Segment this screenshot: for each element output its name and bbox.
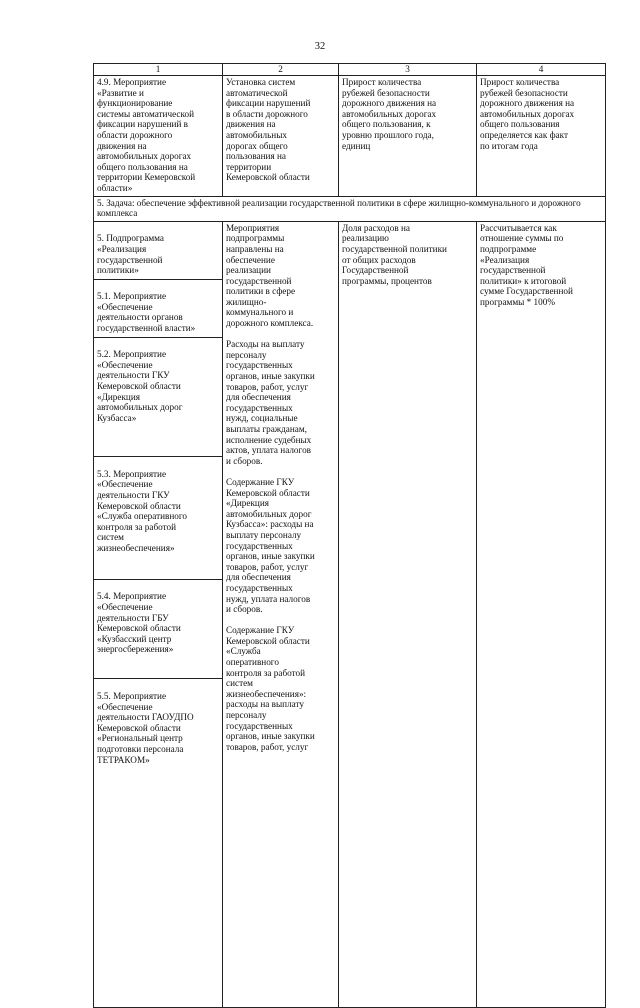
col-header-2: 2 [223, 64, 339, 76]
table-row [94, 76, 606, 197]
program-table [93, 63, 606, 1008]
event-name-cell: 4.9. Мероприятие «Развитие и функционирование системы автоматической фиксации нарушений в области дорожного движения на автомобильных дорогах общего пользования на территории Кемеровской области» [94, 76, 223, 197]
subprogram-item: 5. Подпрограмма «Реализация государственной политики» [94, 232, 222, 279]
header-row [94, 64, 606, 76]
event-description-cell: Установка систем автоматической фиксации нарушений в области дорожного движения на автомобильных дорогах общего пользования на территории Кемеровской области [223, 76, 339, 197]
event-item: 5.3. Мероприятие «Обеспечение деятельности ГКУ Кемеровской области «Служба оперативного контроля за работой систем жизнеобеспечения» [94, 468, 222, 580]
col-header-3: 3 [339, 64, 477, 76]
col-header-1: 1 [94, 64, 223, 76]
event-item: 5.2. Мероприятие «Обеспечение деятельности ГКУ Кемеровской области «Дирекция автомобильных дорог Кузбасса» [94, 348, 222, 457]
col-header-4: 4 [477, 64, 606, 76]
task-cell: 5. Задача: обеспечение эффективной реализации государственной политики в сфере жилищно-коммунального и дорожного комплекса [94, 196, 606, 221]
indicator-name-cell: Прирост количества рубежей безопасности дорожного движения на автомобильных дорогах общего пользования, к уровню прошлого года, единиц [339, 76, 477, 197]
event-item: 5.1. Мероприятие «Обеспечение деятельности органов государственной власти» [94, 290, 222, 337]
indicator-method-cell: Рассчитывается как отношение суммы по подпрограмме «Реализация государственной политики» к итоговой сумме Государственной программы * 100% [477, 221, 606, 1007]
page-number: 32 [314, 41, 326, 52]
event-item: 5.4. Мероприятие «Обеспечение деятельности ГБУ Кемеровской области «Кузбасский центр энергосбережения» [94, 590, 222, 679]
subprogram-cell [94, 221, 223, 1007]
task-row [94, 196, 606, 221]
event-description-cell: Мероприятия подпрограммы направлены на обеспечение реализации государственной политики в сфере жилищно- коммунального и дорожного комплекса. Расходы на выплату персоналу государственных органов, иные закупки товаров, работ, услуг для обеспечения государственных нужд, социальные выплаты гражданам, исполнение судебных актов, уплата налогов и сборов. Содержание ГКУ Кемеровской области «Дирекция автомобильных дорог Кузбасса»: расходы на выплату персоналу государственных органов, иные закупки товаров, работ, услуг для обеспечения государственных нужд, уплата налогов и сборов. Содержание ГКУ Кемеровской области «Служба оперативного контроля за работой систем жизнеобеспечения»: расходы на выплату персоналу государственных органов, иные закупки товаров, работ, услуг [223, 221, 339, 1007]
table-row [94, 221, 606, 1007]
indicator-method-cell: Прирост количества рубежей безопасности дорожного движения на автомобильных дорогах общего пользования определяется как факт по итогам года [477, 76, 606, 197]
indicator-name-cell: Доля расходов на реализацию государственной политики от общих расходов Государственной программы, процентов [339, 221, 477, 1007]
event-item: 5.5. Мероприятие «Обеспечение деятельности ГАОУДПО Кемеровской области «Региональный центр подготовки персонала ТЕТРАКОМ» [97, 691, 194, 765]
